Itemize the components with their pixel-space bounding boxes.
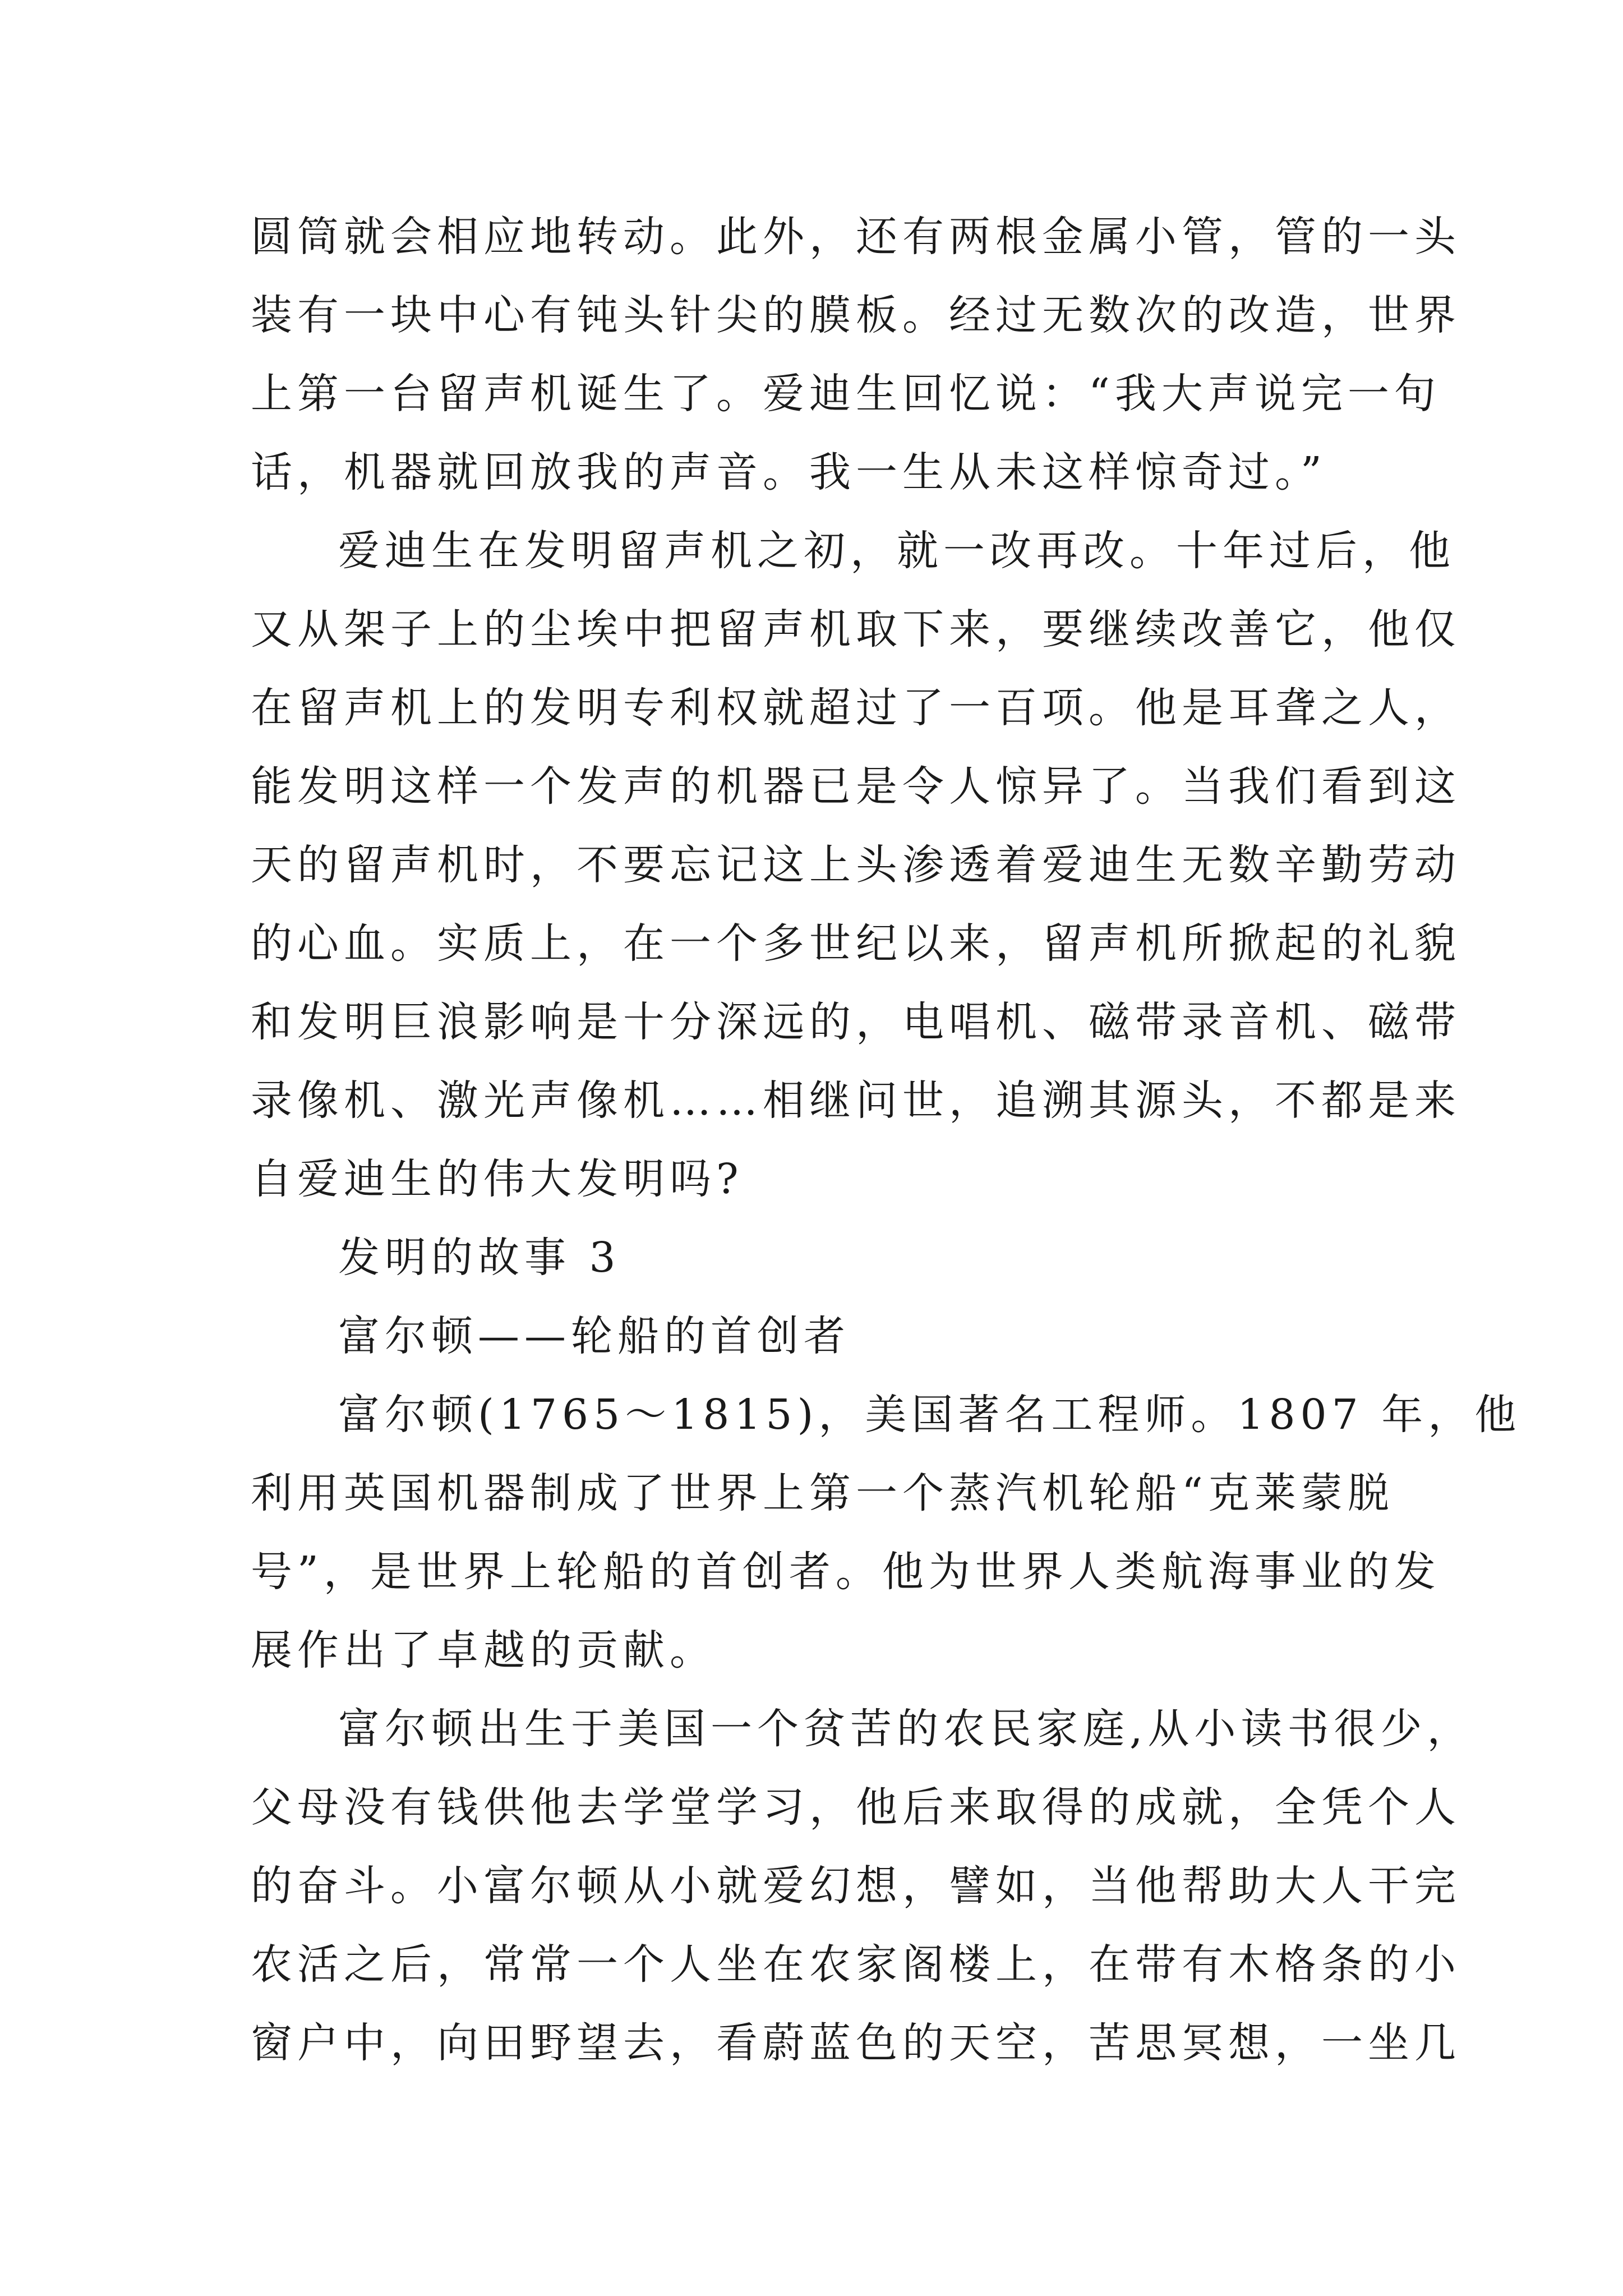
text-line: 窗户中，向田野望去，看蔚蓝色的天空，苦思冥想，一坐几: [251, 2019, 1461, 2067]
text-line: 父母没有钱供他去学堂学习，他后来取得的成就，全凭个人: [251, 1783, 1461, 1832]
text-line: 录像机、激光声像机……相继问世，追溯其源头，不都是来: [251, 1076, 1461, 1125]
text-line: 和发明巨浪影响是十分深远的，电唱机、磁带录音机、磁带: [251, 998, 1461, 1046]
text-line: 在留声机上的发明专利权就超过了一百项。他是耳聋之人，: [251, 684, 1461, 732]
paragraph-start-line: 富尔顿(1765～1815)，美国著名工程师。1807 年，他: [338, 1391, 1521, 1439]
text-line: 话，机器就回放我的声音。我一生从未这样惊奇过。”: [251, 448, 1327, 496]
text-line: 自爱迪生的伟大发明吗?: [251, 1155, 744, 1203]
text-line: 农活之后，常常一个人坐在农家阁楼上，在带有木格条的小: [251, 1940, 1461, 1989]
story-title: 富尔顿——轮船的首创者: [338, 1312, 850, 1360]
paragraph-start-line: 富尔顿出生于美国一个贫苦的农民家庭,从小读书很少，: [338, 1705, 1474, 1753]
text-line: 天的留声机时，不要忘记这上头渗透着爱迪生无数辛勤劳动: [251, 841, 1461, 889]
section-heading: 发明的故事 3: [338, 1234, 621, 1282]
text-line: 号”，是世界上轮船的首创者。他为世界人类航海事业的发: [251, 1548, 1441, 1596]
text-line: 能发明这样一个发声的机器已是令人惊异了。当我们看到这: [251, 762, 1461, 811]
text-line: 圆筒就会相应地转动。此外，还有两根金属小管，管的一头: [251, 213, 1461, 261]
text-line: 又从架子上的尘埃中把留声机取下来，要继续改善它，他仅: [251, 605, 1461, 654]
text-line: 上第一台留声机诞生了。爱迪生回忆说：“我大声说完一句: [251, 370, 1441, 418]
text-line: 利用英国机器制成了世界上第一个蒸汽机轮船“克莱蒙脱: [251, 1469, 1394, 1517]
paragraph-start-line: 爱迪生在发明留声机之初，就一改再改。十年过后，他: [338, 527, 1455, 575]
text-line: 展作出了卓越的贡献。: [251, 1626, 716, 1674]
body-text: [251, 197, 1521, 2082]
text-line: 的心血。实质上，在一个多世纪以来，留声机所掀起的礼貌: [251, 919, 1461, 968]
text-line: 装有一块中心有钝头针尖的膜板。经过无数次的改造，世界: [251, 291, 1461, 339]
text-line: 的奋斗。小富尔顿从小就爱幻想，譬如，当他帮助大人干完: [251, 1862, 1461, 1910]
